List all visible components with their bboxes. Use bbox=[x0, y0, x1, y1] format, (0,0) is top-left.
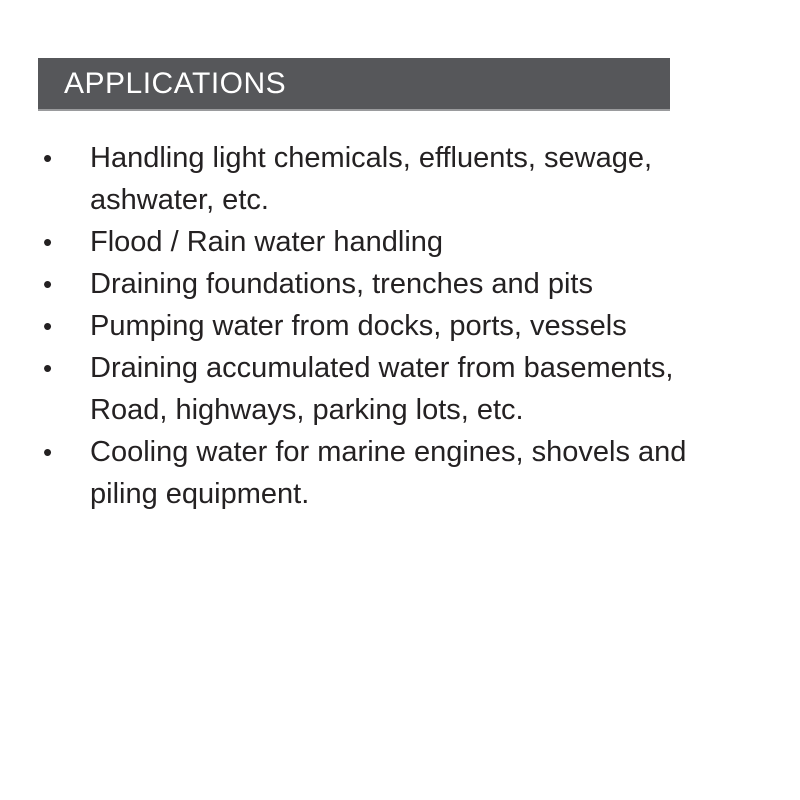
list-item-line: Road, highways, parking lots, etc. bbox=[90, 394, 524, 426]
list-item-text bbox=[90, 431, 752, 515]
list-item-text bbox=[90, 263, 752, 305]
list-item-line: piling equipment. bbox=[90, 478, 310, 510]
list-item-line: ashwater, etc. bbox=[90, 184, 269, 216]
bullet-icon: • bbox=[43, 227, 53, 257]
section-title: APPLICATIONS bbox=[64, 66, 287, 100]
list-item bbox=[38, 221, 752, 263]
bullet-icon: • bbox=[43, 353, 53, 383]
list-item bbox=[38, 137, 752, 221]
list-item bbox=[38, 431, 752, 515]
list-item bbox=[38, 263, 752, 305]
bullet-icon: • bbox=[43, 437, 53, 467]
applications-list bbox=[38, 137, 752, 515]
list-item bbox=[38, 305, 752, 347]
list-item-line: Cooling water for marine engines, shovels and bbox=[90, 436, 687, 468]
list-item-text bbox=[90, 137, 752, 221]
list-item-text bbox=[90, 305, 752, 347]
bullet-icon: • bbox=[43, 143, 53, 173]
list-item bbox=[38, 347, 752, 431]
section-header-bar bbox=[38, 58, 670, 111]
list-item-line: Draining accumulated water from basements, bbox=[90, 352, 674, 384]
list-item-line: Flood / Rain water handling bbox=[90, 226, 444, 258]
list-item-line: Handling light chemicals, effluents, sewage, bbox=[90, 142, 653, 174]
list-item-text bbox=[90, 347, 752, 431]
list-item-line: Pumping water from docks, ports, vessels bbox=[90, 310, 627, 342]
bullet-icon: • bbox=[43, 311, 53, 341]
list-item-text bbox=[90, 221, 752, 263]
list-item-line: Draining foundations, trenches and pits bbox=[90, 268, 593, 300]
bullet-icon: • bbox=[43, 269, 53, 299]
